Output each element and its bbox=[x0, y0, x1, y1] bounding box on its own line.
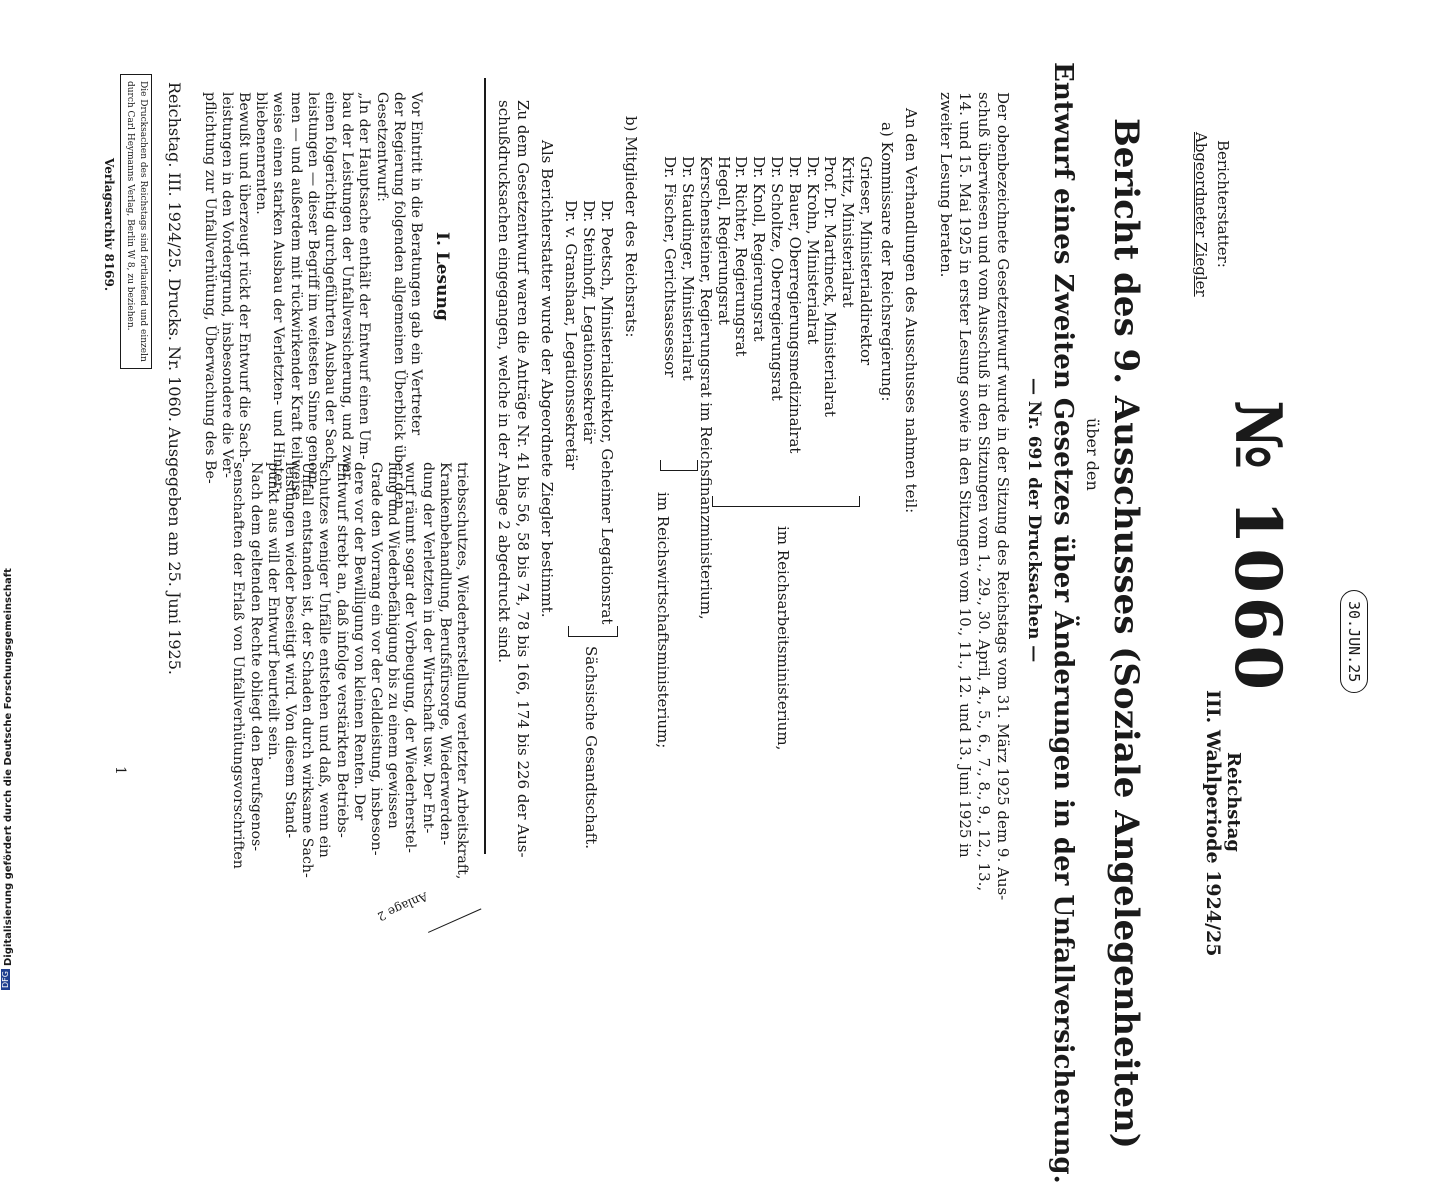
column-right-line: punkt aus will der Entwurf beurteilt sein. bbox=[264, 462, 281, 761]
column-left-line: leistungen — dieser Begriff im weitesten Sinne genom- bbox=[304, 92, 321, 489]
column-right-line: Unfall entstanden ist, der Schaden durch wirksame Sach- bbox=[299, 462, 316, 878]
column-left-line: bliebenenrenten. bbox=[253, 92, 270, 215]
brace-economy bbox=[660, 460, 698, 471]
drucksache-reference: — Nr. 691 der Drucksachen — bbox=[1024, 378, 1044, 663]
digitization-credit: Digitalisierung gefördert durch die Deutsche Forschungsgemeinschaft bbox=[3, 568, 14, 966]
bill-title: Entwurf eines Zweiten Gesetzes über Änderungen in der Unfallversicherung. bbox=[1048, 62, 1078, 1184]
section-divider bbox=[484, 78, 486, 854]
anlage-label: Anlage 2 bbox=[375, 889, 430, 924]
lesung-heading: I. Lesung bbox=[432, 232, 452, 321]
dfg-logo: DFG bbox=[1, 971, 10, 988]
report-title: Bericht des 9. Ausschusses (Soziale Angelegenheiten) bbox=[1106, 118, 1146, 1149]
commissioner-name: Hegell, Regierungsrat bbox=[714, 156, 733, 325]
commissioner-name: Dr. Staudinger, Ministerialrat bbox=[679, 156, 698, 381]
ministry-labor: im Reichsarbeitsministerium, bbox=[774, 526, 792, 751]
column-left-line: Bewußt und überzeugt rückt der Entwurf die Sach- bbox=[235, 92, 252, 463]
column-right-line: Grade den Vorrang ein vor der Geldleistung, insbeson- bbox=[367, 462, 384, 856]
commissioner-name: Grieser, Ministerialdirektor bbox=[857, 156, 875, 366]
column-right-line: schutzes weniger Unfälle entstehen und daß, wenn ein bbox=[316, 462, 333, 858]
issue-line: Reichstag. III. 1924/25. Drucks. Nr. 1060. Ausgegeben am 25. Juni 1925. bbox=[165, 82, 184, 675]
column-left-line: Vor Eintritt in die Beratungen gab ein Vertreter bbox=[408, 92, 424, 436]
document-number: № 1060 bbox=[1220, 400, 1295, 694]
sales-note-line: Die Drucksachen des Reichstags sind fortlaufend und einzeln bbox=[138, 81, 148, 362]
section-a-heading: a) Kommissare der Reichsregierung: bbox=[878, 122, 896, 402]
berichterstatter-label: Berichterstatter: bbox=[1214, 140, 1232, 268]
reichstag-label: Reichstag bbox=[1223, 752, 1244, 852]
intro-paragraph bbox=[936, 92, 1012, 900]
ministry-economy: im Reichswirtschaftsministerium; bbox=[654, 492, 672, 749]
antraege-line: schußdrucksachen eingegangen, welche in der Anlage 2 abgedruckt sind. bbox=[495, 100, 513, 663]
commissioner-name: Dr. Scholtze, Oberregierungsrat bbox=[768, 156, 787, 401]
antraege-paragraph bbox=[494, 100, 532, 858]
commissioner-name: Dr. Knoll, Regierungsrat bbox=[750, 156, 769, 342]
commissioner-name: Prof. Dr. Martineck, Ministerialrat bbox=[821, 156, 840, 417]
column-right-line: Nach dem geltenden Rechte obliegt den Berufsgenos- bbox=[247, 462, 264, 852]
column-right-line: wurf räumt sogar der Vorbeugung, der Wiederherstel- bbox=[402, 462, 419, 853]
commissioner-name: Kerschensteiner, Regierungsrat im Reichsfinanzministerium, bbox=[696, 156, 715, 620]
reichsrat-member: Dr. Poetsch, Ministerialdirektor, Geheimer Legationsrat bbox=[598, 200, 616, 625]
column-left-line: bau der Leistungen der Unfallversicherung, und zwar bbox=[339, 92, 356, 480]
column-left-line: Gesetzentwurf: bbox=[373, 92, 390, 202]
section-b-heading: b) Mitglieder des Reichsrats: bbox=[622, 116, 640, 338]
commissioner-name: Dr. Richter, Regierungsrat bbox=[732, 156, 751, 357]
column-left-line: der Regierung folgenden allgemeinen Überblick über den bbox=[390, 92, 407, 510]
section-a-names bbox=[660, 156, 874, 620]
reichsrat-member: Dr. Steinhoff, Legationssekretär bbox=[580, 200, 598, 444]
column-left-line: pflichtung zur Unfallverhütung, Überwachung des Be- bbox=[201, 92, 218, 484]
intro-line: zweiter Lesung beraten. bbox=[937, 92, 955, 278]
brace-saxony bbox=[568, 626, 618, 637]
anlage-underline bbox=[428, 908, 481, 933]
column-right-line: Krankenbehandlung, Berufsfürsorge, Wiederwerden- bbox=[436, 462, 453, 846]
column-right-line: Entwurf strebt an, daß infolge verstärkten Betriebs- bbox=[333, 462, 350, 838]
reichsrat-member: Dr. v. Granshaar, Legationssekretär bbox=[562, 200, 580, 470]
date-stamp: 30.JUN.25 bbox=[1340, 590, 1368, 693]
column-right-line: senschaften der Erlaß von Unfallverhütungsvorschriften bbox=[230, 462, 247, 869]
column-left-line: weise einen starken Ausbau der Verletzten- und Hinter- bbox=[270, 92, 287, 494]
commissioner-name: Dr. Bauer, Oberregierungsmedizinalrat bbox=[785, 156, 804, 454]
wahlperiode-label: III. Wahlperiode 1924/25 bbox=[1202, 690, 1224, 957]
column-right-line: dung der Verletzten in der Wirtschaft usw. Der Ent- bbox=[419, 462, 436, 834]
column-right-line: triebsschutzes, Wiederherstellung verletzter Arbeitskraft, bbox=[454, 462, 470, 880]
title-connector: über den bbox=[1083, 418, 1102, 491]
saxony-legation: Sächsische Gesandtschaft. bbox=[582, 646, 600, 850]
sales-note-box bbox=[120, 74, 152, 369]
commissioner-name: Kritz, Ministerialrat bbox=[839, 156, 858, 308]
intro-line: 14. und 15. Mai 1925 in erster Lesung sowie in den Sitzungen vom 10., 11., 12. und 13. Juni 1925 in bbox=[956, 92, 974, 858]
intro-line: Der obenbezeichnete Gesetzentwurf wurde in der Sitzung des Reichstags vom 31. März 1925 dem 9. Aus- bbox=[994, 92, 1012, 901]
column-right-line: dere vor der Bewilligung von kleinen Renten. Der bbox=[350, 462, 367, 821]
column-left-line: einen folgerichtig durchgeführten Ausbau der Sach- bbox=[321, 92, 338, 469]
verlagsarchiv: Verlagsarchiv 8169. bbox=[102, 158, 116, 292]
reporter-line: Als Berichterstatter wurde der Abgeordnete Ziegler bestimmt. bbox=[538, 140, 556, 618]
commissioner-name: Dr. Krohn, Ministerialrat bbox=[803, 156, 822, 345]
page-mark: 1 bbox=[112, 766, 128, 775]
column-right-line: lung und Wiederbefähigung bis zu einem gewissen bbox=[385, 462, 402, 829]
column-left-line: leistungen in den Vordergrund, insbesondere die Ver- bbox=[218, 92, 235, 478]
antraege-line: Zu dem Gesetzentwurf waren die Anträge Nr. 41 bis 56, 58 bis 74, 78 bis 166, 174 bis 226 der Aus- bbox=[514, 100, 532, 858]
column-right-line: leistungen wieder beseitigt wird. Von diesem Stand- bbox=[281, 462, 298, 839]
intro-line: schuß überwiesen und vom Ausschuß in den Sitzungen vom 1., 29., 30. April, 4., 5., 6., 7., 8., 9., 12., 13., bbox=[975, 92, 993, 892]
sales-note-line: durch Carl Heymanns Verlag, Berlin W 8, zu beziehen. bbox=[125, 81, 135, 331]
section-b-names bbox=[562, 200, 616, 624]
berichterstatter-name: Abgeordneter Ziegler bbox=[1192, 132, 1210, 297]
participants-intro: An den Verhandlungen des Ausschusses nahmen teil: bbox=[902, 108, 920, 514]
column-left-line: men — und außerdem mit rückwirkender Kraft teilweise bbox=[287, 92, 304, 501]
column-right bbox=[229, 462, 470, 879]
column-left bbox=[200, 92, 424, 509]
brace-labor bbox=[712, 496, 860, 507]
commissioner-name: Dr. Fischer, Gerichtsassessor bbox=[661, 156, 680, 378]
column-left-line: „In der Hauptsache enthält der Entwurf einen Um- bbox=[356, 92, 373, 460]
